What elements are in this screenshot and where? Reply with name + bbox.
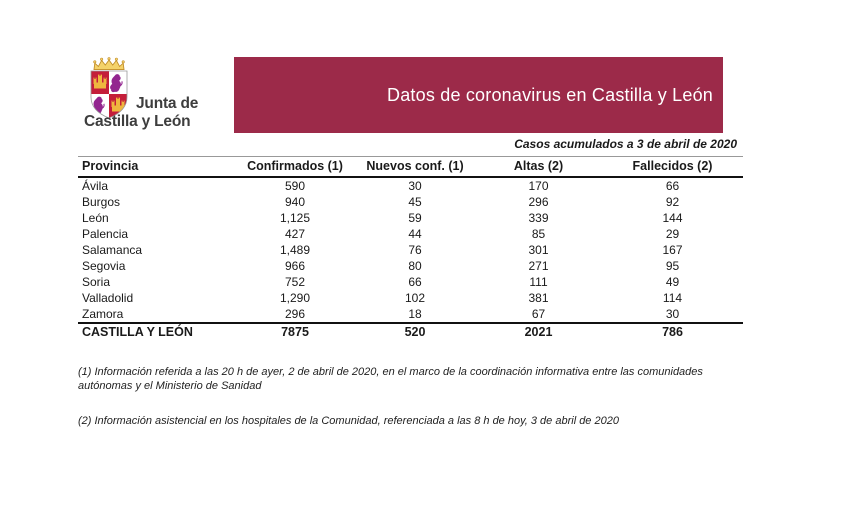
value-cell: 80 bbox=[408, 259, 422, 273]
page-title: Datos de coronavirus en Castilla y León bbox=[387, 84, 713, 105]
value-cell: 296 bbox=[284, 307, 306, 321]
table-row bbox=[78, 274, 743, 290]
value-cell: 92 bbox=[665, 195, 680, 209]
value-cell: 271 bbox=[528, 259, 549, 273]
value-cell: 1,125 bbox=[279, 211, 311, 225]
table-row bbox=[78, 290, 743, 306]
value-cell: 29 bbox=[665, 227, 680, 241]
value-cell: 752 bbox=[284, 275, 306, 289]
subtitle-date: Casos acumulados a 3 de abril de 2020 bbox=[514, 137, 737, 151]
value-cell: 18 bbox=[408, 307, 422, 321]
total-row bbox=[78, 323, 743, 341]
value-cell: 102 bbox=[404, 291, 426, 305]
value-cell: 67 bbox=[531, 307, 546, 321]
value-cell: 966 bbox=[284, 259, 306, 273]
province-name-cell: Ávila bbox=[82, 179, 109, 193]
value-cell: 66 bbox=[665, 179, 680, 193]
province-name-cell: Zamora bbox=[82, 307, 124, 321]
value-cell: 144 bbox=[662, 211, 683, 225]
value-cell: 170 bbox=[528, 179, 549, 193]
value-cell: 44 bbox=[408, 227, 422, 241]
province-name-cell: Soria bbox=[82, 275, 111, 289]
coat-of-arms-icon bbox=[86, 57, 132, 119]
table-row bbox=[78, 258, 743, 274]
total-fallecidos: 786 bbox=[602, 323, 743, 341]
province-name-cell: León bbox=[82, 211, 109, 225]
value-cell: 1,489 bbox=[279, 243, 311, 257]
province-name-cell: Segovia bbox=[82, 259, 126, 273]
value-cell: 1,290 bbox=[279, 291, 311, 305]
value-cell: 114 bbox=[662, 291, 683, 305]
value-cell: 49 bbox=[665, 275, 680, 289]
value-cell: 381 bbox=[528, 291, 549, 305]
col-header-altas: Altas (2) bbox=[475, 157, 602, 178]
value-cell: 427 bbox=[284, 227, 306, 241]
junta-logo bbox=[84, 57, 224, 135]
total-nuevos: 520 bbox=[355, 323, 475, 341]
value-cell: 296 bbox=[528, 195, 549, 209]
value-cell: 95 bbox=[665, 259, 680, 273]
value-cell: 66 bbox=[408, 275, 422, 289]
value-cell: 85 bbox=[531, 227, 546, 241]
col-header-provincia: Provincia bbox=[78, 157, 235, 178]
value-cell: 76 bbox=[408, 243, 422, 257]
total-altas: 2021 bbox=[475, 323, 602, 341]
value-cell: 301 bbox=[528, 243, 549, 257]
value-cell: 590 bbox=[284, 179, 306, 193]
table-row bbox=[78, 194, 743, 210]
covid-data-table bbox=[78, 156, 743, 341]
total-confirmados: 7875 bbox=[235, 323, 355, 341]
col-header-confirmados: Confirmados (1) bbox=[235, 157, 355, 178]
title-banner bbox=[234, 57, 723, 133]
value-cell: 45 bbox=[408, 195, 422, 209]
value-cell: 167 bbox=[662, 243, 683, 257]
table-row bbox=[78, 306, 743, 323]
total-label: CASTILLA Y LEÓN bbox=[78, 323, 235, 341]
table-row bbox=[78, 177, 743, 194]
logo-text-line2: Castilla y León bbox=[84, 113, 191, 130]
col-header-fallecidos: Fallecidos (2) bbox=[602, 157, 743, 178]
value-cell: 111 bbox=[529, 275, 548, 289]
logo-text-line1: Junta de bbox=[136, 95, 199, 112]
value-cell: 30 bbox=[665, 307, 680, 321]
footnote-2: (2) Información asistencial en los hospitales de la Comunidad, referenciada a las 8 h de hoy, 3 de abril de 2020 bbox=[78, 415, 619, 427]
province-name-cell: Valladolid bbox=[82, 291, 134, 305]
footnote-1: (1) Información referida a las 20 h de ayer, 2 de abril de 2020, en el marco de la coordinación informativa entre las comunidades autónomas y el Ministerio de Sanidad bbox=[78, 366, 703, 392]
value-cell: 30 bbox=[408, 179, 422, 193]
col-header-nuevos: Nuevos conf. (1) bbox=[355, 157, 475, 178]
province-name-cell: Palencia bbox=[82, 227, 129, 241]
table-row bbox=[78, 242, 743, 258]
table-row bbox=[78, 226, 743, 242]
table-body bbox=[78, 177, 743, 323]
value-cell: 339 bbox=[528, 211, 549, 225]
province-name-cell: Burgos bbox=[82, 195, 121, 209]
value-cell: 940 bbox=[284, 195, 306, 209]
table-header-row bbox=[78, 157, 743, 178]
table-row bbox=[78, 210, 743, 226]
province-name-cell: Salamanca bbox=[82, 243, 143, 257]
value-cell: 59 bbox=[408, 211, 422, 225]
